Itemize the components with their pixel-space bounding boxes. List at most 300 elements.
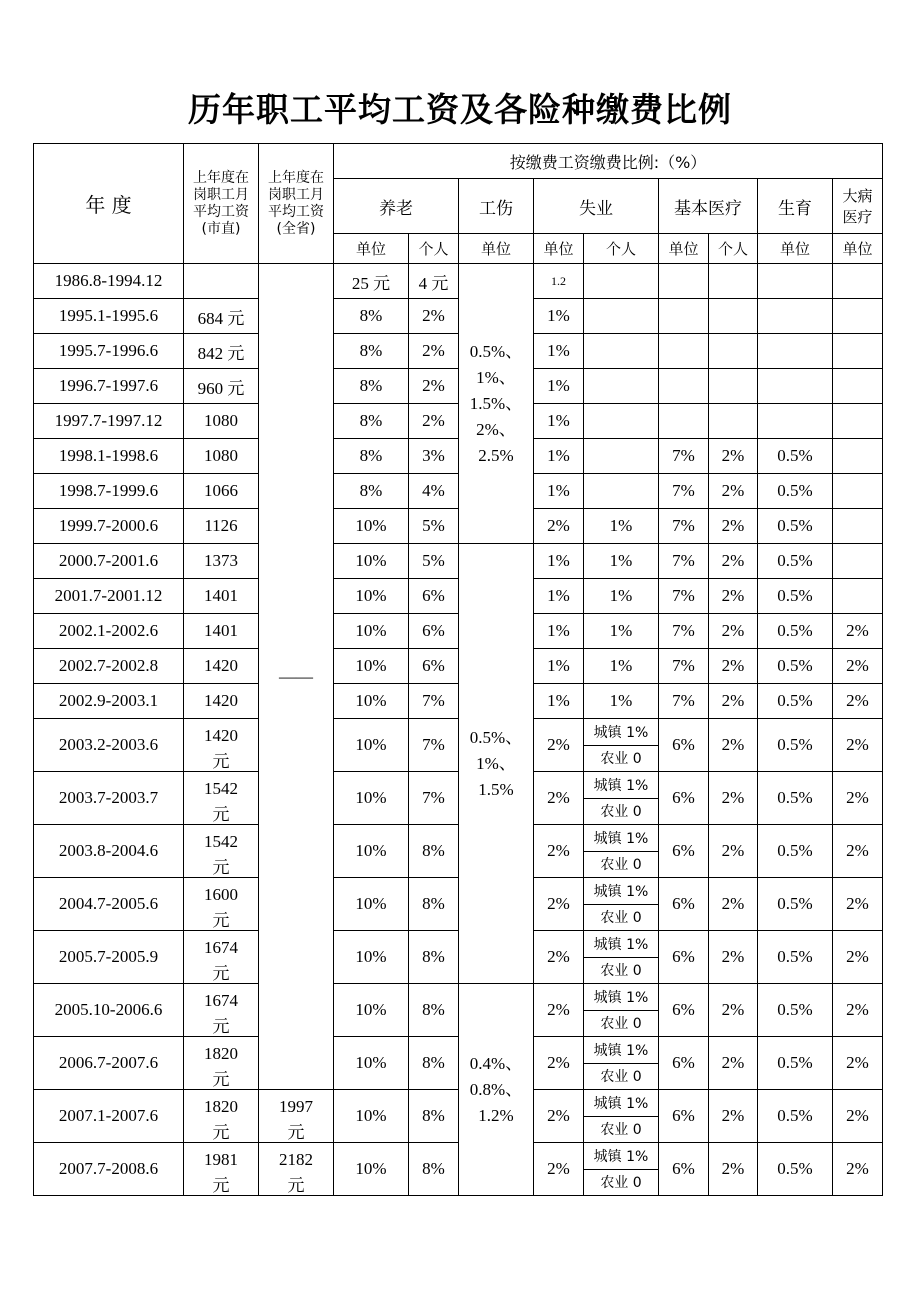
unemployment-personal-cell: 1% — [584, 579, 659, 614]
pension-personal-cell: 7% — [409, 719, 459, 772]
pension-unit-cell: 10% — [334, 684, 409, 719]
table-row — [34, 544, 883, 579]
unemployment-unit-cell: 2% — [534, 1037, 584, 1090]
period-cell: 1986.8-1994.12 — [34, 264, 184, 299]
medical-unit-cell: 6% — [659, 719, 709, 772]
period-cell: 2004.7-2005.6 — [34, 878, 184, 931]
pension-personal-cell: 7% — [409, 772, 459, 825]
pension-unit-cell: 10% — [334, 984, 409, 1037]
medical-unit-cell: 7% — [659, 614, 709, 649]
city-wage-cell: 1401 — [184, 579, 259, 614]
header-medical: 基本医疗 — [659, 179, 758, 234]
period-cell: 1997.7-1997.12 — [34, 404, 184, 439]
maternity-unit-cell: 0.5% — [758, 614, 833, 649]
medical-personal-cell: 2% — [709, 544, 758, 579]
unemployment-personal-cell: 1% — [584, 614, 659, 649]
city-wage-unit: 元 — [212, 858, 230, 876]
unemployment-unit-cell: 2% — [534, 719, 584, 772]
pension-unit-cell: 10% — [334, 1037, 409, 1090]
period-cell: 2003.2-2003.6 — [34, 719, 184, 772]
maternity-unit-cell: 0.5% — [758, 439, 833, 474]
medical-unit-cell: 7% — [659, 544, 709, 579]
medical-personal-cell: 2% — [709, 1037, 758, 1090]
unemployment-personal-cell — [584, 439, 659, 474]
pension-personal-cell: 8% — [409, 1090, 459, 1143]
serious-illness-unit-cell: 2% — [833, 772, 883, 825]
serious-illness-unit-cell — [833, 369, 883, 404]
unemployment-town: 城镇 1% — [584, 825, 658, 852]
medical-personal-cell: 2% — [709, 878, 758, 931]
prov-wage-unit: 元 — [287, 1123, 305, 1141]
prov-wage-value: 1997 — [279, 1097, 313, 1116]
city-wage-unit: 元 — [212, 752, 230, 770]
period-cell: 2002.9-2003.1 — [34, 684, 184, 719]
city-wage-unit: 元 — [212, 911, 230, 929]
table-row — [34, 719, 883, 772]
city-wage-cell: 1373 — [184, 544, 259, 579]
city-wage-unit: 元 — [212, 1017, 230, 1035]
unemployment-personal-cell — [584, 1090, 659, 1143]
unemployment-unit-cell: 2% — [534, 1143, 584, 1196]
pension-personal-cell: 8% — [409, 984, 459, 1037]
table-row — [34, 369, 883, 404]
maternity-unit-cell: 0.5% — [758, 544, 833, 579]
medical-personal-cell: 2% — [709, 719, 758, 772]
city-wage-cell — [184, 1090, 259, 1143]
unemployment-unit-cell: 2% — [534, 878, 584, 931]
injury-rate-line: 2%、 — [476, 419, 516, 439]
medical-personal-cell: 2% — [709, 509, 758, 544]
injury-rate-line: 0.5%、 — [469, 341, 523, 361]
city-wage-cell: 1420 — [184, 684, 259, 719]
period-cell: 2007.7-2008.6 — [34, 1143, 184, 1196]
unemployment-personal-cell — [584, 984, 659, 1037]
medical-unit-cell: 7% — [659, 684, 709, 719]
table-row — [34, 931, 883, 984]
unemployment-farm: 农业 0 — [600, 910, 642, 927]
city-wage-value: 1600 — [204, 885, 238, 904]
unemployment-unit-cell: 1% — [534, 544, 584, 579]
pension-personal-cell: 2% — [409, 334, 459, 369]
maternity-unit-cell — [758, 334, 833, 369]
header-unit: 单位 — [758, 234, 833, 264]
medical-personal-cell: 2% — [709, 772, 758, 825]
medical-unit-cell: 7% — [659, 649, 709, 684]
pension-unit-cell: 10% — [334, 649, 409, 684]
unemployment-town: 城镇 1% — [584, 931, 658, 958]
serious-illness-unit-cell — [833, 509, 883, 544]
pension-personal-cell: 8% — [409, 1037, 459, 1090]
pension-personal-cell: 6% — [409, 579, 459, 614]
injury-rate-line: 0.5%、 — [469, 727, 523, 747]
maternity-unit-cell: 0.5% — [758, 474, 833, 509]
header-personal: 个人 — [409, 234, 459, 264]
maternity-unit-cell: 0.5% — [758, 719, 833, 772]
table-row — [34, 264, 883, 299]
medical-personal-cell: 2% — [709, 1143, 758, 1196]
unemployment-town: 城镇 1% — [584, 878, 658, 905]
serious-illness-unit-cell: 2% — [833, 1037, 883, 1090]
medical-personal-cell: 2% — [709, 984, 758, 1037]
unemployment-unit-cell: 1% — [534, 579, 584, 614]
pension-unit-cell: 25 元 — [334, 264, 409, 299]
unemployment-personal-cell — [584, 772, 659, 825]
medical-unit-cell: 7% — [659, 439, 709, 474]
city-wage-value: 1674 — [204, 938, 238, 957]
city-wage-cell: 1420 — [184, 649, 259, 684]
pension-unit-cell: 10% — [334, 579, 409, 614]
unemployment-unit-cell: 1.2 — [534, 264, 584, 299]
injury-rate-cell — [459, 984, 534, 1196]
unemployment-farm: 农业 0 — [600, 1175, 642, 1192]
pension-personal-cell: 2% — [409, 404, 459, 439]
maternity-unit-cell: 0.5% — [758, 931, 833, 984]
header-unit: 单位 — [534, 234, 584, 264]
pension-personal-cell: 3% — [409, 439, 459, 474]
unemployment-farm: 农业 0 — [600, 963, 642, 980]
medical-personal-cell: 2% — [709, 684, 758, 719]
city-wage-cell — [184, 772, 259, 825]
medical-unit-cell: 6% — [659, 878, 709, 931]
unemployment-town: 城镇 1% — [584, 1090, 658, 1117]
medical-personal-cell: 2% — [709, 1090, 758, 1143]
unemployment-town: 城镇 1% — [584, 719, 658, 746]
page-title: 历年职工平均工资及各险种缴费比例 — [188, 90, 732, 129]
unemployment-unit-cell: 2% — [534, 931, 584, 984]
injury-rate-line: 1.2% — [478, 1105, 514, 1125]
serious-illness-unit-cell: 2% — [833, 1090, 883, 1143]
pension-personal-cell: 5% — [409, 509, 459, 544]
pension-personal-cell: 4% — [409, 474, 459, 509]
pension-personal-cell: 4 元 — [409, 264, 459, 299]
pension-unit-cell: 10% — [334, 772, 409, 825]
city-wage-cell — [184, 719, 259, 772]
city-wage-cell — [184, 984, 259, 1037]
maternity-unit-cell: 0.5% — [758, 684, 833, 719]
header-unit: 单位 — [659, 234, 709, 264]
medical-personal-cell — [709, 369, 758, 404]
period-cell: 2001.7-2001.12 — [34, 579, 184, 614]
maternity-unit-cell — [758, 299, 833, 334]
period-cell: 2005.10-2006.6 — [34, 984, 184, 1037]
pension-personal-cell: 2% — [409, 369, 459, 404]
pension-unit-cell: 8% — [334, 404, 409, 439]
serious-illness-unit-cell: 2% — [833, 684, 883, 719]
city-wage-value: 1542 — [204, 832, 238, 851]
pension-personal-cell: 7% — [409, 684, 459, 719]
maternity-unit-cell: 0.5% — [758, 984, 833, 1037]
medical-unit-cell: 7% — [659, 509, 709, 544]
medical-personal-cell: 2% — [709, 649, 758, 684]
unemployment-personal-cell — [584, 299, 659, 334]
serious-illness-unit-cell: 2% — [833, 878, 883, 931]
city-wage-cell: 1080 — [184, 404, 259, 439]
period-cell: 2007.1-2007.6 — [34, 1090, 184, 1143]
city-wage-unit: 元 — [212, 1176, 230, 1194]
period-cell: 2003.7-2003.7 — [34, 772, 184, 825]
serious-illness-unit-cell: 2% — [833, 614, 883, 649]
header-unit: 单位 — [459, 234, 534, 264]
header-ratio: 按缴费工资缴费比例:（%） — [334, 144, 883, 179]
serious-illness-unit-cell — [833, 299, 883, 334]
header-pension: 养老 — [334, 179, 459, 234]
medical-unit-cell — [659, 264, 709, 299]
serious-illness-unit-cell — [833, 439, 883, 474]
prov-wage-value: 2182 — [279, 1150, 313, 1169]
prov-wage-cell — [259, 1090, 334, 1143]
serious-illness-unit-cell — [833, 334, 883, 369]
unemployment-town: 城镇 1% — [584, 772, 658, 799]
unemployment-unit-cell: 2% — [534, 509, 584, 544]
serious-illness-unit-cell — [833, 404, 883, 439]
city-wage-unit: 元 — [212, 964, 230, 982]
unemployment-personal-cell — [584, 931, 659, 984]
pension-personal-cell: 5% — [409, 544, 459, 579]
unemployment-farm: 农业 0 — [600, 751, 642, 768]
period-cell: 2002.1-2002.6 — [34, 614, 184, 649]
injury-rate-cell — [459, 544, 534, 984]
serious-illness-unit-cell: 2% — [833, 931, 883, 984]
injury-rate-line: 0.4%、 — [469, 1053, 523, 1073]
period-cell: 2002.7-2002.8 — [34, 649, 184, 684]
injury-rate-line: 1.5%、 — [469, 393, 523, 413]
table-row — [34, 772, 883, 825]
table-row — [34, 878, 883, 931]
medical-unit-cell — [659, 404, 709, 439]
city-wage-cell — [184, 825, 259, 878]
table-row — [34, 1090, 883, 1143]
medical-unit-cell: 6% — [659, 1037, 709, 1090]
table-row — [34, 439, 883, 474]
medical-unit-cell: 7% — [659, 579, 709, 614]
medical-personal-cell — [709, 264, 758, 299]
unemployment-personal-cell: 1% — [584, 649, 659, 684]
injury-rate-line: 2.5% — [478, 445, 514, 465]
unemployment-personal-cell — [584, 369, 659, 404]
city-wage-cell: 1401 — [184, 614, 259, 649]
table-row — [34, 1037, 883, 1090]
city-wage-value: 1542 — [204, 779, 238, 798]
city-wage-cell — [184, 878, 259, 931]
period-cell: 1995.1-1995.6 — [34, 299, 184, 334]
header-prov-wage: 上年度在岗职工月平均工资(全省) — [259, 144, 334, 264]
unemployment-town: 城镇 1% — [584, 984, 658, 1011]
unemployment-personal-cell — [584, 719, 659, 772]
maternity-unit-cell — [758, 264, 833, 299]
period-cell: 2005.7-2005.9 — [34, 931, 184, 984]
medical-unit-cell: 6% — [659, 931, 709, 984]
unemployment-personal-cell — [584, 264, 659, 299]
serious-illness-unit-cell: 2% — [833, 719, 883, 772]
maternity-unit-cell: 0.5% — [758, 825, 833, 878]
pension-personal-cell: 2% — [409, 299, 459, 334]
unemployment-unit-cell: 2% — [534, 825, 584, 878]
pension-unit-cell: 8% — [334, 299, 409, 334]
unemployment-farm: 农业 0 — [600, 1016, 642, 1033]
unemployment-personal-cell — [584, 1143, 659, 1196]
city-wage-cell — [184, 264, 259, 299]
medical-unit-cell: 6% — [659, 984, 709, 1037]
serious-illness-unit-cell — [833, 579, 883, 614]
pension-personal-cell: 8% — [409, 825, 459, 878]
city-wage-value: 1674 — [204, 991, 238, 1010]
header-injury: 工伤 — [459, 179, 534, 234]
injury-rate-line: 1%、 — [476, 367, 516, 387]
header-unemployment: 失业 — [534, 179, 659, 234]
table-row — [34, 984, 883, 1037]
medical-unit-cell — [659, 299, 709, 334]
unemployment-personal-cell: 1% — [584, 684, 659, 719]
unemployment-personal-cell: 1% — [584, 544, 659, 579]
maternity-unit-cell: 0.5% — [758, 649, 833, 684]
unemployment-unit-cell: 1% — [534, 684, 584, 719]
unemployment-personal-cell — [584, 1037, 659, 1090]
medical-personal-cell — [709, 404, 758, 439]
unemployment-personal-cell — [584, 474, 659, 509]
pension-personal-cell: 8% — [409, 931, 459, 984]
unemployment-personal-cell — [584, 878, 659, 931]
period-cell: 1998.1-1998.6 — [34, 439, 184, 474]
medical-unit-cell — [659, 334, 709, 369]
unemployment-unit-cell: 2% — [534, 1090, 584, 1143]
city-wage-cell — [184, 1037, 259, 1090]
unemployment-unit-cell: 2% — [534, 984, 584, 1037]
medical-personal-cell: 2% — [709, 614, 758, 649]
period-cell: 2000.7-2001.6 — [34, 544, 184, 579]
city-wage-unit: 元 — [212, 1123, 230, 1141]
header-unit: 单位 — [833, 234, 883, 264]
pension-unit-cell: 10% — [334, 719, 409, 772]
pension-unit-cell: 10% — [334, 825, 409, 878]
table-row — [34, 299, 883, 334]
city-wage-unit: 元 — [212, 1070, 230, 1088]
pension-unit-cell: 8% — [334, 439, 409, 474]
city-wage-unit: 元 — [212, 805, 230, 823]
period-cell: 2006.7-2007.6 — [34, 1037, 184, 1090]
unemployment-unit-cell: 1% — [534, 404, 584, 439]
pension-unit-cell: 10% — [334, 1090, 409, 1143]
prov-wage-unit: 元 — [287, 1176, 305, 1194]
medical-personal-cell: 2% — [709, 931, 758, 984]
header-maternity: 生育 — [758, 179, 833, 234]
unemployment-unit-cell: 1% — [534, 439, 584, 474]
maternity-unit-cell: 0.5% — [758, 1037, 833, 1090]
table-row — [34, 404, 883, 439]
header-personal: 个人 — [584, 234, 659, 264]
contribution-table — [33, 143, 883, 1196]
unemployment-unit-cell: 1% — [534, 614, 584, 649]
unemployment-unit-cell: 1% — [534, 369, 584, 404]
unemployment-farm: 农业 0 — [600, 804, 642, 821]
unemployment-town: 城镇 1% — [584, 1143, 658, 1170]
unemployment-unit-cell: 1% — [534, 474, 584, 509]
medical-unit-cell: 6% — [659, 825, 709, 878]
pension-personal-cell: 6% — [409, 649, 459, 684]
pension-unit-cell: 8% — [334, 334, 409, 369]
table-row — [34, 684, 883, 719]
city-wage-cell — [184, 1143, 259, 1196]
pension-personal-cell: 8% — [409, 1143, 459, 1196]
serious-illness-unit-cell: 2% — [833, 1143, 883, 1196]
medical-personal-cell: 2% — [709, 474, 758, 509]
period-cell: 1998.7-1999.6 — [34, 474, 184, 509]
pension-unit-cell: 10% — [334, 1143, 409, 1196]
unemployment-farm: 农业 0 — [600, 1069, 642, 1086]
unemployment-personal-cell — [584, 334, 659, 369]
city-wage-value: 1420 — [204, 726, 238, 745]
injury-rate-line: 0.8%、 — [469, 1079, 523, 1099]
table-row — [34, 334, 883, 369]
unemployment-town: 城镇 1% — [584, 1037, 658, 1064]
unemployment-personal-cell: 1% — [584, 509, 659, 544]
pension-personal-cell: 8% — [409, 878, 459, 931]
medical-unit-cell: 6% — [659, 1090, 709, 1143]
table-row — [34, 649, 883, 684]
city-wage-value: 1820 — [204, 1044, 238, 1063]
table-row — [34, 1143, 883, 1196]
unemployment-personal-cell — [584, 404, 659, 439]
prov-wage-dash: —— — [259, 264, 334, 1090]
medical-unit-cell: 6% — [659, 1143, 709, 1196]
medical-unit-cell: 6% — [659, 772, 709, 825]
prov-wage-cell — [259, 1143, 334, 1196]
serious-illness-unit-cell — [833, 474, 883, 509]
pension-unit-cell: 10% — [334, 931, 409, 984]
header-unit: 单位 — [334, 234, 409, 264]
serious-illness-unit-cell: 2% — [833, 825, 883, 878]
unemployment-farm: 农业 0 — [600, 1122, 642, 1139]
medical-personal-cell: 2% — [709, 439, 758, 474]
maternity-unit-cell — [758, 404, 833, 439]
serious-illness-unit-cell: 2% — [833, 649, 883, 684]
medical-personal-cell — [709, 299, 758, 334]
maternity-unit-cell: 0.5% — [758, 1143, 833, 1196]
injury-rate-line: 1%、 — [476, 753, 516, 773]
city-wage-cell: 960 元 — [184, 369, 259, 404]
unemployment-personal-cell — [584, 825, 659, 878]
city-wage-cell — [184, 931, 259, 984]
table-row — [34, 579, 883, 614]
city-wage-cell: 1080 — [184, 439, 259, 474]
table-row — [34, 474, 883, 509]
pension-unit-cell: 10% — [334, 509, 409, 544]
period-cell: 2003.8-2004.6 — [34, 825, 184, 878]
header-serious-illness: 大病医疗 — [833, 179, 883, 234]
injury-rate-line: 1.5% — [478, 779, 514, 799]
maternity-unit-cell: 0.5% — [758, 878, 833, 931]
header-city-wage: 上年度在岗职工月平均工资(市直) — [184, 144, 259, 264]
period-cell: 1996.7-1997.6 — [34, 369, 184, 404]
pension-personal-cell: 6% — [409, 614, 459, 649]
unemployment-farm: 农业 0 — [600, 857, 642, 874]
pension-unit-cell: 10% — [334, 878, 409, 931]
maternity-unit-cell: 0.5% — [758, 579, 833, 614]
pension-unit-cell: 10% — [334, 614, 409, 649]
maternity-unit-cell: 0.5% — [758, 772, 833, 825]
header-personal: 个人 — [709, 234, 758, 264]
medical-unit-cell: 7% — [659, 474, 709, 509]
serious-illness-unit-cell — [833, 544, 883, 579]
table-row — [34, 825, 883, 878]
maternity-unit-cell: 0.5% — [758, 1090, 833, 1143]
pension-unit-cell: 8% — [334, 474, 409, 509]
medical-unit-cell — [659, 369, 709, 404]
medical-personal-cell: 2% — [709, 579, 758, 614]
table-row — [34, 614, 883, 649]
unemployment-unit-cell: 1% — [534, 299, 584, 334]
city-wage-value: 1820 — [204, 1097, 238, 1116]
period-cell: 1995.7-1996.6 — [34, 334, 184, 369]
